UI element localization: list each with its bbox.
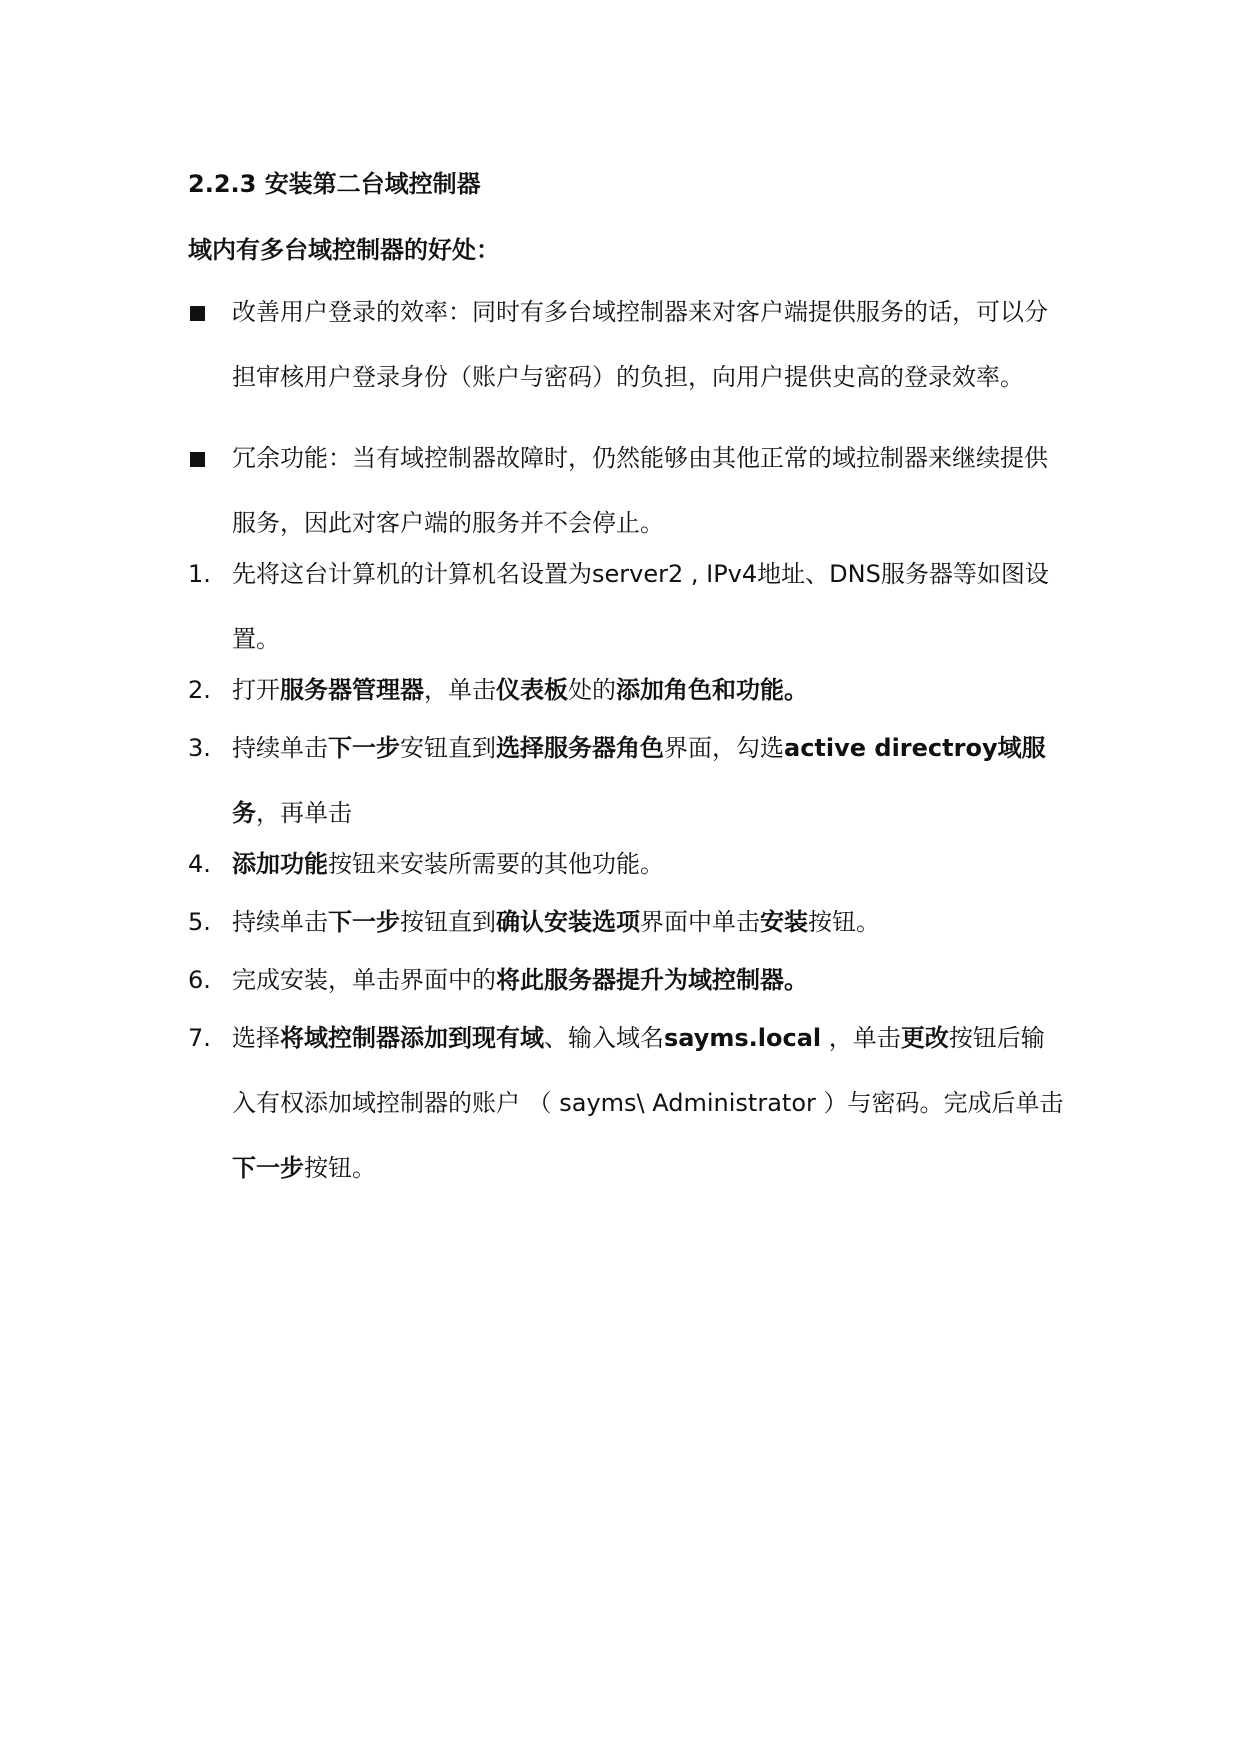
bold-run: 下一步: [328, 908, 400, 936]
step-number: 4.: [188, 850, 211, 878]
text-run: 按钮。: [304, 1154, 376, 1182]
bold-run: 仪表板: [496, 676, 568, 704]
step-item: [188, 948, 1068, 1013]
benefits-heading: 域内有多台域控制器的好处：: [188, 236, 500, 264]
step-text: [232, 890, 1068, 955]
text-run: 按钮。: [808, 908, 880, 936]
bullet-item: [188, 280, 1068, 410]
text-run: 界面中单击: [640, 908, 760, 936]
text-run: 改善用户登录的效率：同时有多台域控制器来对客户端提供服务的话，可以分担审核用户登录身份（账户与密码）的负担，向用户提供史高的登录效率。: [232, 298, 1048, 391]
text-run: 持续单击: [232, 734, 328, 762]
step-number: 2.: [188, 676, 211, 704]
square-bullet-icon: [190, 452, 205, 467]
step-item: [188, 542, 1068, 672]
bold-run: 确认安装选项: [496, 908, 640, 936]
bold-run: 添加角色和功能。: [616, 676, 808, 704]
text-run: 持续单击: [232, 908, 328, 936]
step-number: 3.: [188, 734, 211, 762]
text-run: 处的: [568, 676, 616, 704]
step-number: 6.: [188, 966, 211, 994]
text-run: ，单击: [424, 676, 496, 704]
step-item: [188, 832, 1068, 897]
step-item: [188, 890, 1068, 955]
step-text: [232, 716, 1068, 846]
square-bullet-icon: [190, 306, 205, 321]
step-number: 7.: [188, 1024, 211, 1052]
section-heading: 2.2.3 安装第二台域控制器: [188, 170, 481, 198]
bold-run: active directroy域服务: [232, 734, 1046, 827]
step-text: [232, 542, 1068, 672]
step-item: [188, 658, 1068, 723]
bold-run: 安装: [760, 908, 808, 936]
text-run: 按钮后输入有权添加域控制器的账户 （ sayms\ Administrator ）与密码。完成后单击: [232, 1024, 1064, 1117]
bold-run: sayms.local: [664, 1024, 822, 1052]
step-number: 1.: [188, 560, 211, 588]
bullet-text: [232, 280, 1068, 410]
bold-run: 更改: [900, 1024, 949, 1052]
text-run: 按钮直到: [400, 908, 496, 936]
bold-run: 下一步: [328, 734, 400, 762]
text-run: 打开: [232, 676, 280, 704]
bold-run: 添加功能: [232, 850, 328, 878]
text-run: 冗余功能：当有域控制器故障时，仍然能够由其他正常的域拉制器来继续提供服务，因此对客户端的服务并不会停止。: [232, 444, 1048, 537]
text-run: 完成安装，单击界面中的: [232, 966, 496, 994]
bold-run: 选择服务器角色: [496, 734, 664, 762]
text-run: ，再单击: [256, 799, 352, 827]
text-run: 、输入域名: [544, 1024, 664, 1052]
text-run: 安钮直到: [400, 734, 496, 762]
bullet-item: [188, 426, 1068, 556]
step-text: [232, 948, 1068, 1013]
text-run: 选择: [232, 1024, 280, 1052]
text-run: 先将这台计算机的计算机名设置为server2 , IPv4地址、DNS服务器等如图设置。: [232, 560, 1049, 653]
step-number: 5.: [188, 908, 211, 936]
step-text: [232, 658, 1068, 723]
step-text: [232, 832, 1068, 897]
text-run: ，单击: [821, 1024, 901, 1052]
step-text: [232, 1006, 1068, 1201]
step-item: [188, 1006, 1068, 1201]
bullet-text: [232, 426, 1068, 556]
text-run: 按钮来安装所需要的其他功能。: [328, 850, 664, 878]
bold-run: 将此服务器提升为域控制器。: [496, 966, 808, 994]
bold-run: 服务器管理器: [280, 676, 424, 704]
step-item: [188, 716, 1068, 846]
bold-run: 将域控制器添加到现有域: [280, 1024, 544, 1052]
text-run: 界面，勾选: [664, 734, 784, 762]
bold-run: 下一步: [232, 1154, 304, 1182]
